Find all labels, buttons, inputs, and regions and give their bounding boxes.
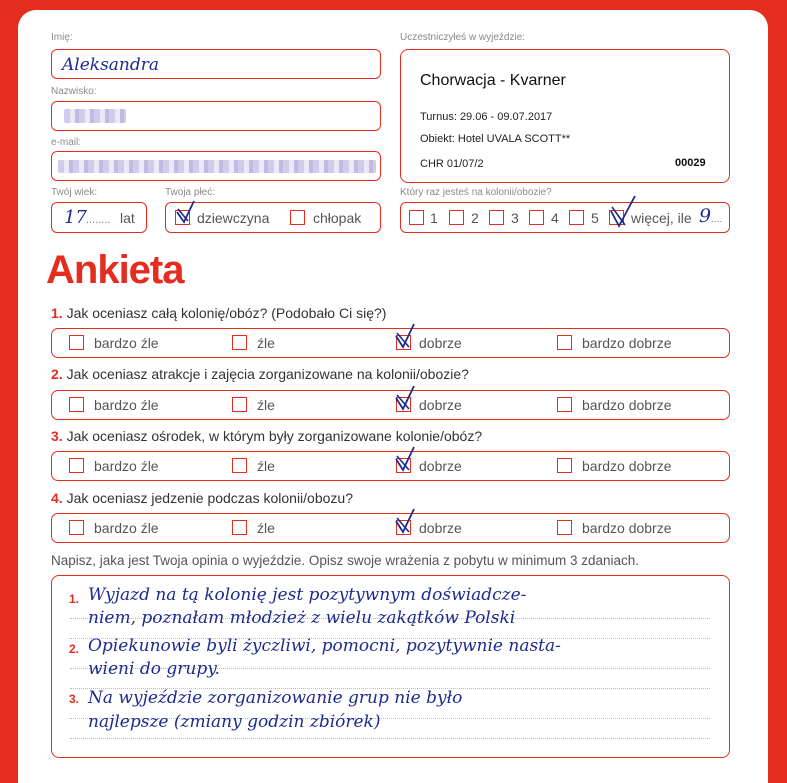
question-4-options xyxy=(51,513,730,543)
q3-dobrze-checkbox[interactable] xyxy=(396,458,411,473)
q1-dobrze-checkbox[interactable] xyxy=(396,335,411,350)
name-value: Aleksandra xyxy=(62,55,160,75)
which-time-2-checkbox[interactable] xyxy=(449,210,464,225)
age-field[interactable] xyxy=(51,202,147,233)
gender-field xyxy=(165,202,381,233)
email-label: e-mail: xyxy=(51,137,82,148)
which-time-4-checkbox[interactable] xyxy=(529,210,544,225)
question-1 xyxy=(51,305,386,321)
opinion-line-4: wieni do grupy. xyxy=(88,659,220,679)
opinion-line-3: Opiekunowie byli życzliwi, pomocni, pozytywnie nasta- xyxy=(88,636,561,656)
q1-dobrze-label: dobrze xyxy=(419,335,462,351)
question-1-number: 1. xyxy=(51,305,63,321)
which-time-more-label: więcej, ile xyxy=(631,210,692,226)
which-time-field xyxy=(400,202,730,233)
q1-bardzo-dobrze-checkbox[interactable] xyxy=(557,335,572,350)
q1-bardzo-dobrze-label: bardzo dobrze xyxy=(582,335,672,351)
which-time-1-checkbox[interactable] xyxy=(409,210,424,225)
question-2-text: Jak oceniasz atrakcje i zajęcia zorganizowane na kolonii/obozie? xyxy=(66,366,469,382)
question-1-options xyxy=(51,328,730,358)
which-time-5-label: 5 xyxy=(591,210,599,226)
trip-label: Uczestniczyłeś w wyjeździe: xyxy=(400,32,526,43)
email-field[interactable] xyxy=(51,151,381,181)
q4-zle-checkbox[interactable] xyxy=(232,520,247,535)
age-label: Twój wiek: xyxy=(51,187,98,198)
question-3 xyxy=(51,428,482,444)
survey-sheet xyxy=(18,10,768,783)
ruled-line xyxy=(70,738,710,739)
q3-bardzo-dobrze-label: bardzo dobrze xyxy=(582,458,672,474)
q1-zle-label: źle xyxy=(257,335,275,351)
which-time-3-label: 3 xyxy=(511,210,519,226)
which-time-more-value: 9 xyxy=(699,205,712,227)
opinion-line-2: niem, poznałam młodzież z wielu zakątków Polski xyxy=(88,608,516,628)
q2-bardzo-zle-checkbox[interactable] xyxy=(69,397,84,412)
which-time-1-label: 1 xyxy=(430,210,438,226)
gender-label: Twoja płeć: xyxy=(165,187,216,198)
age-dots: ........ xyxy=(86,214,111,226)
line-number-1: 1. xyxy=(69,592,80,606)
question-4-text: Jak oceniasz jedzenie podczas kolonii/obozu? xyxy=(66,490,353,506)
q4-dobrze-label: dobrze xyxy=(419,520,462,536)
q2-bardzo-dobrze-checkbox[interactable] xyxy=(557,397,572,412)
trip-turnus: Turnus: 29.06 - 09.07.2017 xyxy=(420,111,553,123)
opinion-line-5: Na wyjeździe zorganizowanie grup nie było xyxy=(88,688,463,708)
name-label: Imię: xyxy=(51,32,73,43)
surname-label: Nazwisko: xyxy=(51,86,97,97)
q4-zle-label: źle xyxy=(257,520,275,536)
trip-number: 00029 xyxy=(675,157,706,169)
q1-bardzo-zle-label: bardzo źle xyxy=(94,335,159,351)
trip-code: CHR 01/07/2 xyxy=(420,158,484,170)
line-number-3: 3. xyxy=(69,692,80,706)
question-2 xyxy=(51,366,469,382)
q3-bardzo-zle-label: bardzo źle xyxy=(94,458,159,474)
survey-title: Ankieta xyxy=(46,248,184,292)
q2-zle-label: źle xyxy=(257,397,275,413)
q2-bardzo-zle-label: bardzo źle xyxy=(94,397,159,413)
gender-male-checkbox[interactable] xyxy=(290,210,305,225)
which-time-2-label: 2 xyxy=(471,210,479,226)
q3-bardzo-dobrze-checkbox[interactable] xyxy=(557,458,572,473)
q2-dobrze-checkbox[interactable] xyxy=(396,397,411,412)
q2-zle-checkbox[interactable] xyxy=(232,397,247,412)
email-redacted xyxy=(58,160,376,173)
name-field[interactable] xyxy=(51,49,381,79)
trip-hotel: Obiekt: Hotel UVALA SCOTT** xyxy=(420,133,571,145)
q4-bardzo-dobrze-checkbox[interactable] xyxy=(557,520,572,535)
q1-bardzo-zle-checkbox[interactable] xyxy=(69,335,84,350)
q4-bardzo-zle-label: bardzo źle xyxy=(94,520,159,536)
q2-dobrze-label: dobrze xyxy=(419,397,462,413)
trip-destination: Chorwacja - Kvarner xyxy=(420,72,566,89)
q3-bardzo-zle-checkbox[interactable] xyxy=(69,458,84,473)
line-number-2: 2. xyxy=(69,642,80,656)
q4-dobrze-checkbox[interactable] xyxy=(396,520,411,535)
opinion-textarea[interactable] xyxy=(51,575,730,758)
q3-zle-label: źle xyxy=(257,458,275,474)
q3-zle-checkbox[interactable] xyxy=(232,458,247,473)
question-1-text: Jak oceniasz całą kolonię/obóz? (Podobało Ci się?) xyxy=(66,305,387,321)
which-time-more-checkbox[interactable] xyxy=(609,210,624,225)
gender-female-label: dziewczyna xyxy=(197,210,270,226)
which-time-label: Który raz jesteś na kolonii/obozie? xyxy=(400,187,552,198)
which-time-4-label: 4 xyxy=(551,210,559,226)
opinion-line-1: Wyjazd na tą kolonię jest pozytywnym doświadcze- xyxy=(88,585,527,605)
which-time-more-dots: .... xyxy=(711,214,723,225)
surname-redacted xyxy=(64,109,126,123)
age-value: 17 xyxy=(64,207,87,228)
question-4 xyxy=(51,490,353,506)
trip-info-box xyxy=(400,49,730,183)
question-2-options xyxy=(51,390,730,420)
opinion-prompt: Napisz, jaka jest Twoja opinia o wyjeździe. Opisz swoje wrażenia z pobytu w minimum 3 zdaniach. xyxy=(51,553,640,568)
question-3-text: Jak oceniasz ośrodek, w którym były zorganizowane kolonie/obóz? xyxy=(66,428,483,444)
q3-dobrze-label: dobrze xyxy=(419,458,462,474)
question-2-number: 2. xyxy=(51,366,63,382)
age-unit: lat xyxy=(120,210,135,226)
q2-bardzo-dobrze-label: bardzo dobrze xyxy=(582,397,672,413)
which-time-5-checkbox[interactable] xyxy=(569,210,584,225)
gender-male-label: chłopak xyxy=(313,210,362,226)
q4-bardzo-dobrze-label: bardzo dobrze xyxy=(582,520,672,536)
q4-bardzo-zle-checkbox[interactable] xyxy=(69,520,84,535)
which-time-3-checkbox[interactable] xyxy=(489,210,504,225)
gender-female-checkbox[interactable] xyxy=(175,210,190,225)
question-3-number: 3. xyxy=(51,428,63,444)
surname-field[interactable] xyxy=(51,101,381,131)
opinion-line-6: najlepsze (zmiany godzin zbiórek) xyxy=(88,712,381,732)
question-3-options xyxy=(51,451,730,481)
question-4-number: 4. xyxy=(51,490,63,506)
q1-zle-checkbox[interactable] xyxy=(232,335,247,350)
